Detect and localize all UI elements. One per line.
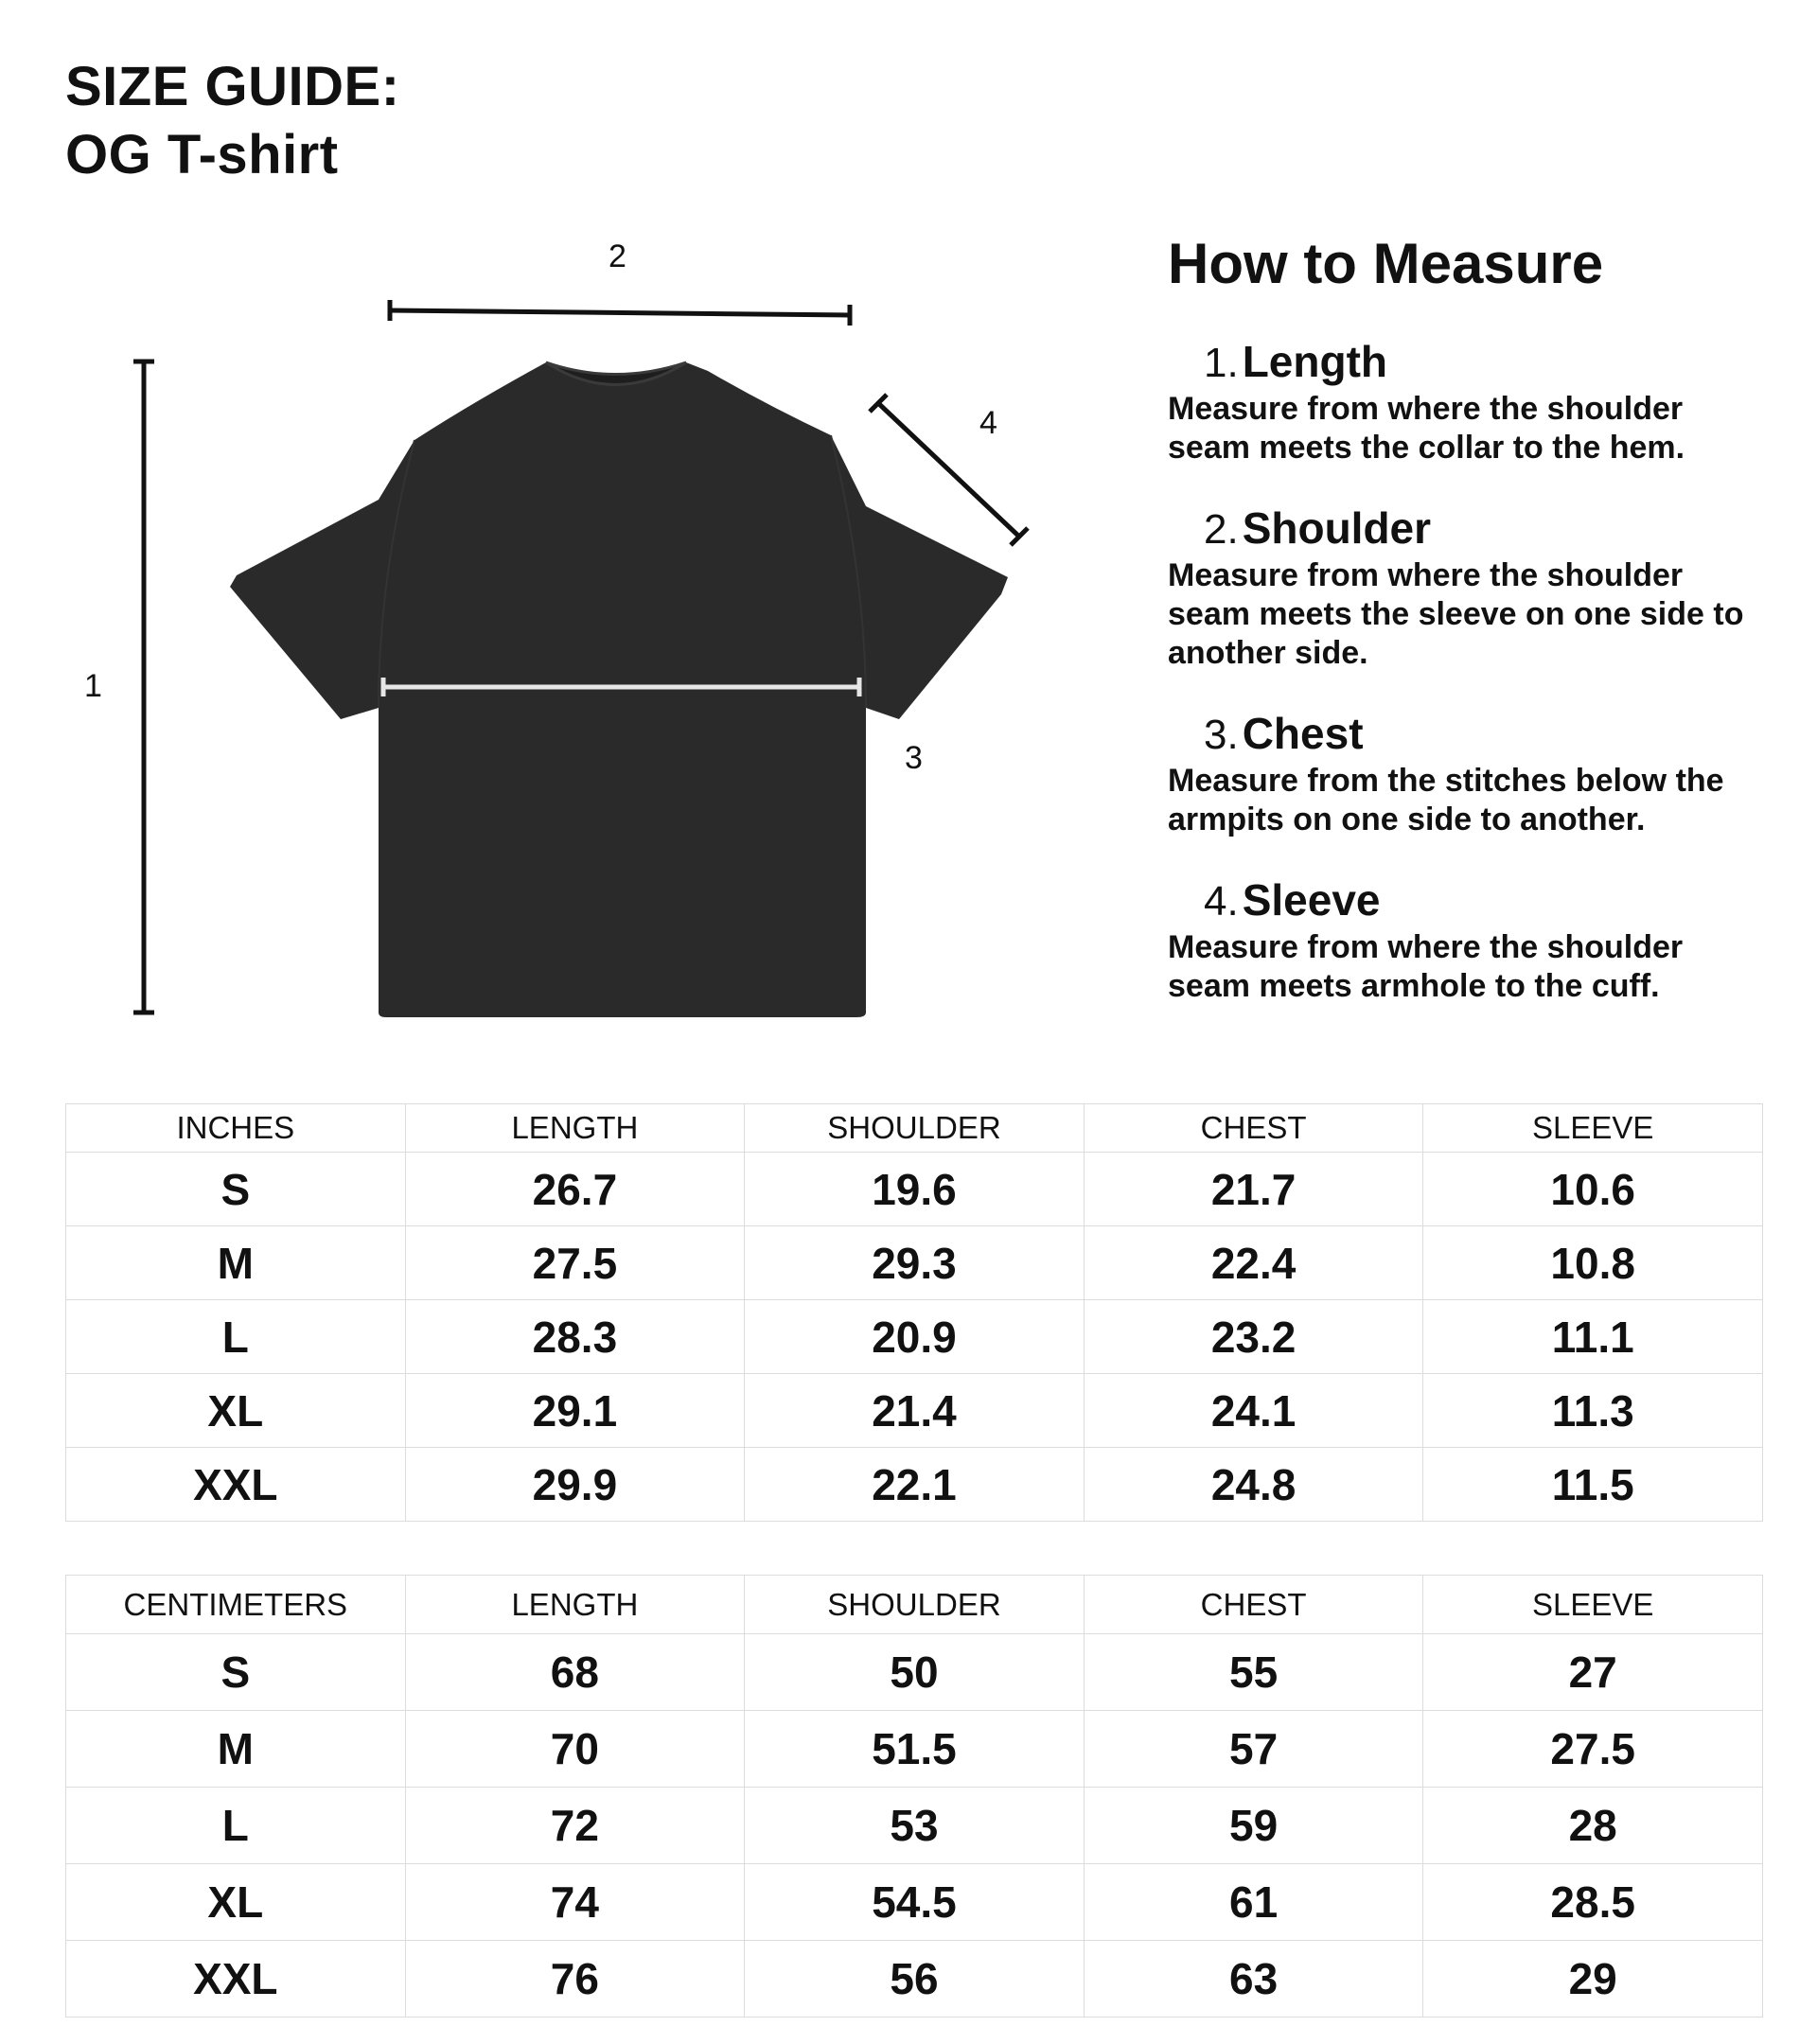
table-cell: L	[66, 1788, 406, 1864]
how-to-heading: How to Measure	[1168, 232, 1604, 295]
column-header: CHEST	[1084, 1104, 1423, 1153]
step-length	[1168, 335, 1773, 467]
table-cell: 27.5	[405, 1226, 745, 1300]
tshirt-image	[230, 362, 1008, 1017]
column-header: LENGTH	[405, 1104, 745, 1153]
table-cell: 10.6	[1423, 1153, 1763, 1226]
label-chest-number: 3	[905, 740, 923, 776]
table-cell: 61	[1084, 1864, 1423, 1941]
table-cell: XXL	[66, 1448, 406, 1522]
table-cell: 57	[1084, 1711, 1423, 1788]
label-length-number: 1	[84, 668, 102, 704]
table-cell: 29.9	[405, 1448, 745, 1522]
step-shoulder-description: Measure from where the shoulder seam meets the sleeve on one side to another side.	[1168, 557, 1744, 671]
table-cell: 50	[745, 1634, 1085, 1711]
step-chest-description: Measure from the stitches below the armpits on one side to another.	[1168, 763, 1724, 837]
column-header: SLEEVE	[1423, 1104, 1763, 1153]
table-cell: 59	[1084, 1788, 1423, 1864]
title-line-2: OG T-shirt	[65, 124, 339, 185]
table-cell: 72	[405, 1788, 745, 1864]
table-row	[66, 1448, 1763, 1522]
table-cell: 28.3	[405, 1300, 745, 1374]
step-chest-title	[1204, 707, 1773, 762]
table-cell: 26.7	[405, 1153, 745, 1226]
table-cell: 76	[405, 1941, 745, 2018]
table-cell: 19.6	[745, 1153, 1085, 1226]
table-cell: 23.2	[1084, 1300, 1423, 1374]
table-cell: 63	[1084, 1941, 1423, 2018]
how-to-measure-section	[1168, 231, 1773, 1006]
table-cell: S	[66, 1634, 406, 1711]
step-number: 1.	[1204, 340, 1239, 386]
label-shoulder-number: 2	[609, 238, 626, 274]
table-cell: 29	[1423, 1941, 1763, 2018]
table-cell: XXL	[66, 1941, 406, 2018]
table-cell: 27.5	[1423, 1711, 1763, 1788]
step-shoulder-title	[1204, 502, 1773, 556]
table-cell: 21.4	[745, 1374, 1085, 1448]
label-sleeve-number: 4	[979, 405, 997, 441]
step-name: Length	[1242, 337, 1387, 386]
table-cell: 28.5	[1423, 1864, 1763, 1941]
table-cell: 54.5	[745, 1864, 1085, 1941]
table-row	[66, 1634, 1763, 1711]
table-cell: 21.7	[1084, 1153, 1423, 1226]
step-sleeve-description: Measure from where the shoulder seam meets armhole to the cuff.	[1168, 929, 1684, 1004]
table-cell: L	[66, 1300, 406, 1374]
step-length-title	[1204, 335, 1773, 390]
table-cell: XL	[66, 1374, 406, 1448]
table-cell: 56	[745, 1941, 1085, 2018]
table-cell: 10.8	[1423, 1226, 1763, 1300]
centimeters-size-table	[65, 1575, 1763, 2018]
column-header: INCHES	[66, 1104, 406, 1153]
column-header: CENTIMETERS	[66, 1576, 406, 1634]
table-cell: 74	[405, 1864, 745, 1941]
table-cell: 20.9	[745, 1300, 1085, 1374]
table-cell: 27	[1423, 1634, 1763, 1711]
column-header: CHEST	[1084, 1576, 1423, 1634]
inches-size-table	[65, 1103, 1763, 1522]
table-row	[66, 1374, 1763, 1448]
step-number: 2.	[1204, 506, 1239, 553]
table-cell: 11.1	[1423, 1300, 1763, 1374]
column-header: LENGTH	[405, 1576, 745, 1634]
table-cell: 28	[1423, 1788, 1763, 1864]
table-cell: 24.1	[1084, 1374, 1423, 1448]
table-cell: S	[66, 1153, 406, 1226]
table-cell: 22.1	[745, 1448, 1085, 1522]
page-title	[65, 53, 400, 189]
table-cell: 53	[745, 1788, 1085, 1864]
column-header: SHOULDER	[745, 1104, 1085, 1153]
table-cell: 29.1	[405, 1374, 745, 1448]
measure-line-length	[133, 361, 154, 1013]
measurement-diagram	[0, 218, 1098, 1041]
column-header: SHOULDER	[745, 1576, 1085, 1634]
table-header-row	[66, 1104, 1763, 1153]
table-header-row	[66, 1576, 1763, 1634]
step-number: 4.	[1204, 878, 1239, 925]
table-row	[66, 1788, 1763, 1864]
step-sleeve-title	[1204, 873, 1773, 928]
table-cell: 70	[405, 1711, 745, 1788]
table-cell: M	[66, 1711, 406, 1788]
table-cell: 55	[1084, 1634, 1423, 1711]
table-cell: 11.5	[1423, 1448, 1763, 1522]
table-cell: 51.5	[745, 1711, 1085, 1788]
table-row	[66, 1226, 1763, 1300]
table-cell: 24.8	[1084, 1448, 1423, 1522]
step-name: Chest	[1242, 709, 1364, 758]
measure-line-shoulder	[390, 300, 850, 326]
diagram-svg	[0, 218, 1098, 1041]
table-cell: 68	[405, 1634, 745, 1711]
table-cell: M	[66, 1226, 406, 1300]
table-row	[66, 1864, 1763, 1941]
table-row	[66, 1711, 1763, 1788]
step-name: Shoulder	[1242, 503, 1432, 553]
step-number: 3.	[1204, 712, 1239, 758]
table-cell: 11.3	[1423, 1374, 1763, 1448]
step-length-description: Measure from where the shoulder seam meets the collar to the hem.	[1168, 391, 1685, 466]
table-row	[66, 1153, 1763, 1226]
step-chest	[1168, 707, 1773, 839]
table-cell: XL	[66, 1864, 406, 1941]
table-row	[66, 1300, 1763, 1374]
column-header: SLEEVE	[1423, 1576, 1763, 1634]
title-line-1: SIZE GUIDE:	[65, 56, 400, 117]
table-cell: 22.4	[1084, 1226, 1423, 1300]
step-sleeve	[1168, 873, 1773, 1006]
table-cell: 29.3	[745, 1226, 1085, 1300]
step-name: Sleeve	[1242, 875, 1381, 925]
table-row	[66, 1941, 1763, 2018]
step-shoulder	[1168, 502, 1773, 673]
